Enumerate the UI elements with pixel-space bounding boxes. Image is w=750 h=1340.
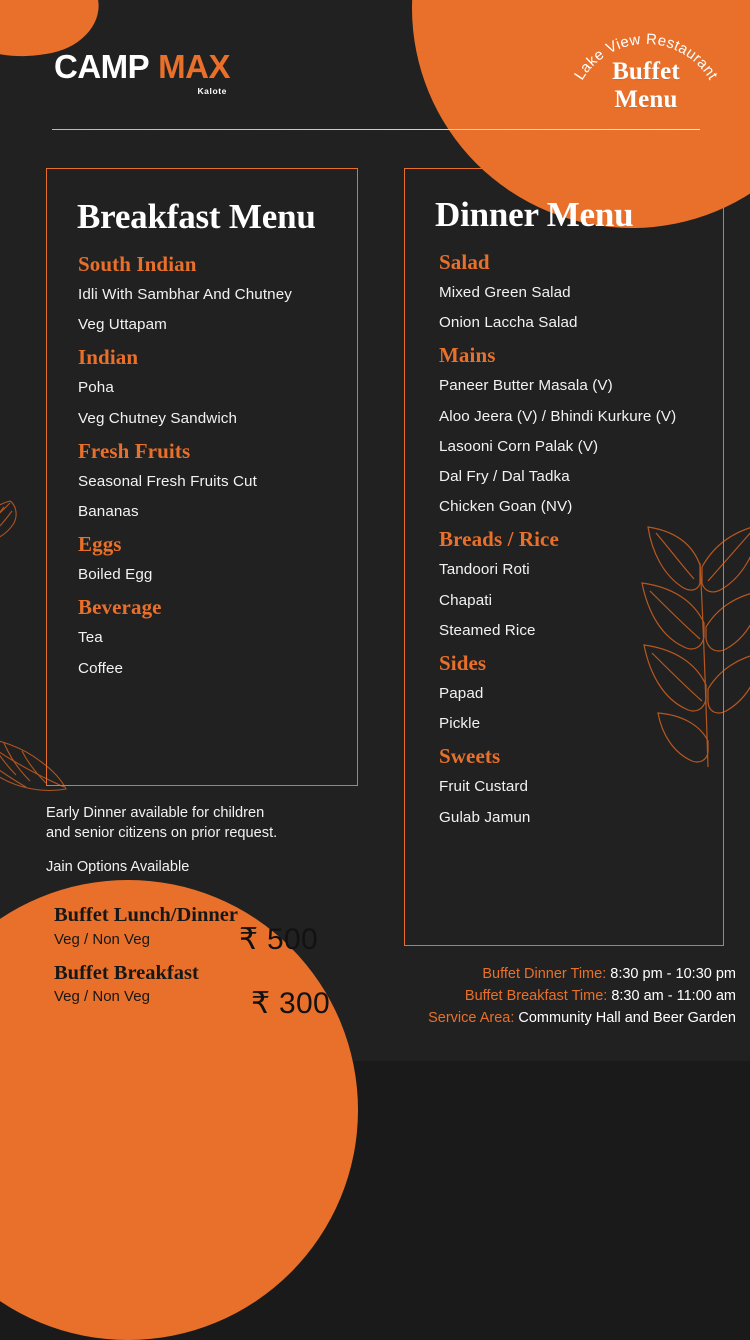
menu-section bbox=[78, 597, 357, 675]
menu-item: Dal Fry / Dal Tadka bbox=[439, 468, 570, 486]
menu-section bbox=[78, 534, 357, 582]
menu-section-heading: Salad bbox=[439, 250, 490, 274]
menu-item: Bananas bbox=[78, 503, 139, 521]
menu-section-heading: Sweets bbox=[439, 744, 501, 769]
menu-item: Boiled Egg bbox=[78, 566, 153, 584]
menu-item: Veg Chutney Sandwich bbox=[78, 409, 238, 427]
logo-max-text: MAX bbox=[158, 48, 231, 85]
menu-item: Chicken Goan (NV) bbox=[439, 498, 573, 516]
timing-label: Buffet Dinner Time: bbox=[482, 966, 607, 982]
menu-section bbox=[78, 254, 357, 332]
menu-item: Coffee bbox=[78, 659, 124, 677]
logo-camp-text: CAMP bbox=[54, 48, 150, 85]
dinner-menu-panel bbox=[404, 168, 724, 946]
timing-value: 8:30 am - 11:00 am bbox=[607, 988, 736, 1005]
dinner-title: Dinner Menu bbox=[435, 195, 634, 234]
dinner-sections bbox=[405, 252, 723, 825]
menu-item: Onion Laccha Salad bbox=[439, 314, 578, 332]
price-row bbox=[0, 904, 340, 956]
timing-value: 8:30 pm - 10:30 pm bbox=[606, 966, 736, 982]
logo-wordmark bbox=[54, 50, 230, 83]
menu-section-heading: Beverage bbox=[78, 595, 162, 620]
menu-section-heading: Indian bbox=[78, 345, 139, 370]
menu-item: Chapati bbox=[439, 591, 493, 609]
menu-note: Early Dinner available for children and senior citizens on prior request. bbox=[46, 805, 278, 842]
menu-section-heading: Eggs bbox=[78, 532, 122, 557]
menu-section-heading: Mains bbox=[439, 343, 496, 368]
badge-title-line2: Menu bbox=[614, 86, 678, 114]
breakfast-title: Breakfast Menu bbox=[77, 197, 316, 236]
menu-item: Papad bbox=[439, 685, 484, 703]
badge-title bbox=[548, 58, 744, 115]
leaf-decoration-left-top bbox=[0, 495, 36, 565]
menu-section bbox=[439, 653, 723, 731]
menu-item: Gulab Jamun bbox=[439, 808, 531, 826]
price-amount: ₹ 500 bbox=[239, 923, 318, 956]
brand-logo bbox=[54, 50, 230, 96]
menu-item: Tandoori Roti bbox=[439, 561, 530, 579]
price-subtitle: Veg / Non Veg bbox=[54, 988, 150, 1005]
menu-section-heading: South Indian bbox=[78, 252, 197, 276]
menu-section bbox=[439, 746, 723, 824]
menu-section bbox=[439, 252, 723, 330]
menu-note: Jain Options Available bbox=[46, 859, 190, 876]
badge-title-line1: Buffet bbox=[612, 58, 680, 85]
buffet-menu-badge bbox=[548, 14, 744, 124]
menu-item: Fruit Custard bbox=[439, 778, 529, 796]
timing-line bbox=[316, 985, 736, 1007]
timing-label: Buffet Breakfast Time: bbox=[464, 988, 608, 1005]
arc-text: Lake View Restaurant bbox=[570, 30, 722, 84]
menu-item: Idli With Sambhar And Chutney bbox=[78, 286, 292, 303]
menu-section bbox=[439, 345, 723, 514]
timing-line bbox=[316, 1007, 736, 1029]
timing-value: Community Hall and Beer Garden bbox=[514, 1010, 736, 1027]
price-row bbox=[0, 961, 340, 1020]
menu-item: Seasonal Fresh Fruits Cut bbox=[78, 472, 257, 490]
menu-item: Pickle bbox=[439, 715, 481, 733]
menu-section bbox=[78, 347, 357, 425]
price-subtitle: Veg / Non Veg bbox=[54, 930, 150, 948]
menu-section-heading: Fresh Fruits bbox=[78, 438, 191, 463]
pricing-block bbox=[0, 905, 340, 1020]
menu-item: Aloo Jeera (V) / Bhindi Kurkure (V) bbox=[439, 407, 677, 425]
menu-section bbox=[439, 529, 723, 638]
timing-line bbox=[316, 963, 736, 985]
menu-section-heading: Sides bbox=[439, 651, 487, 676]
timing-info-block bbox=[316, 963, 736, 1029]
breakfast-menu-panel bbox=[46, 168, 358, 786]
timing-label: Service Area: bbox=[428, 1010, 515, 1027]
menu-item: Lasooni Corn Palak (V) bbox=[439, 437, 599, 455]
menu-item: Poha bbox=[78, 379, 114, 397]
price-name: Buffet Lunch/Dinner bbox=[54, 904, 238, 926]
menu-notes bbox=[46, 803, 376, 877]
menu-section bbox=[78, 438, 357, 521]
menu-item: Veg Uttapam bbox=[78, 316, 167, 334]
price-name: Buffet Breakfast bbox=[54, 961, 199, 984]
breakfast-sections bbox=[47, 254, 357, 676]
header-divider bbox=[52, 129, 700, 130]
menu-item: Tea bbox=[78, 629, 103, 647]
logo-location-text: Kalote bbox=[197, 86, 228, 96]
menu-item: Mixed Green Salad bbox=[439, 284, 571, 301]
menu-section-heading: Breads / Rice bbox=[439, 527, 559, 552]
menu-item: Paneer Butter Masala (V) bbox=[439, 377, 613, 395]
price-amount: ₹ 300 bbox=[251, 986, 330, 1020]
menu-item: Steamed Rice bbox=[439, 621, 536, 639]
